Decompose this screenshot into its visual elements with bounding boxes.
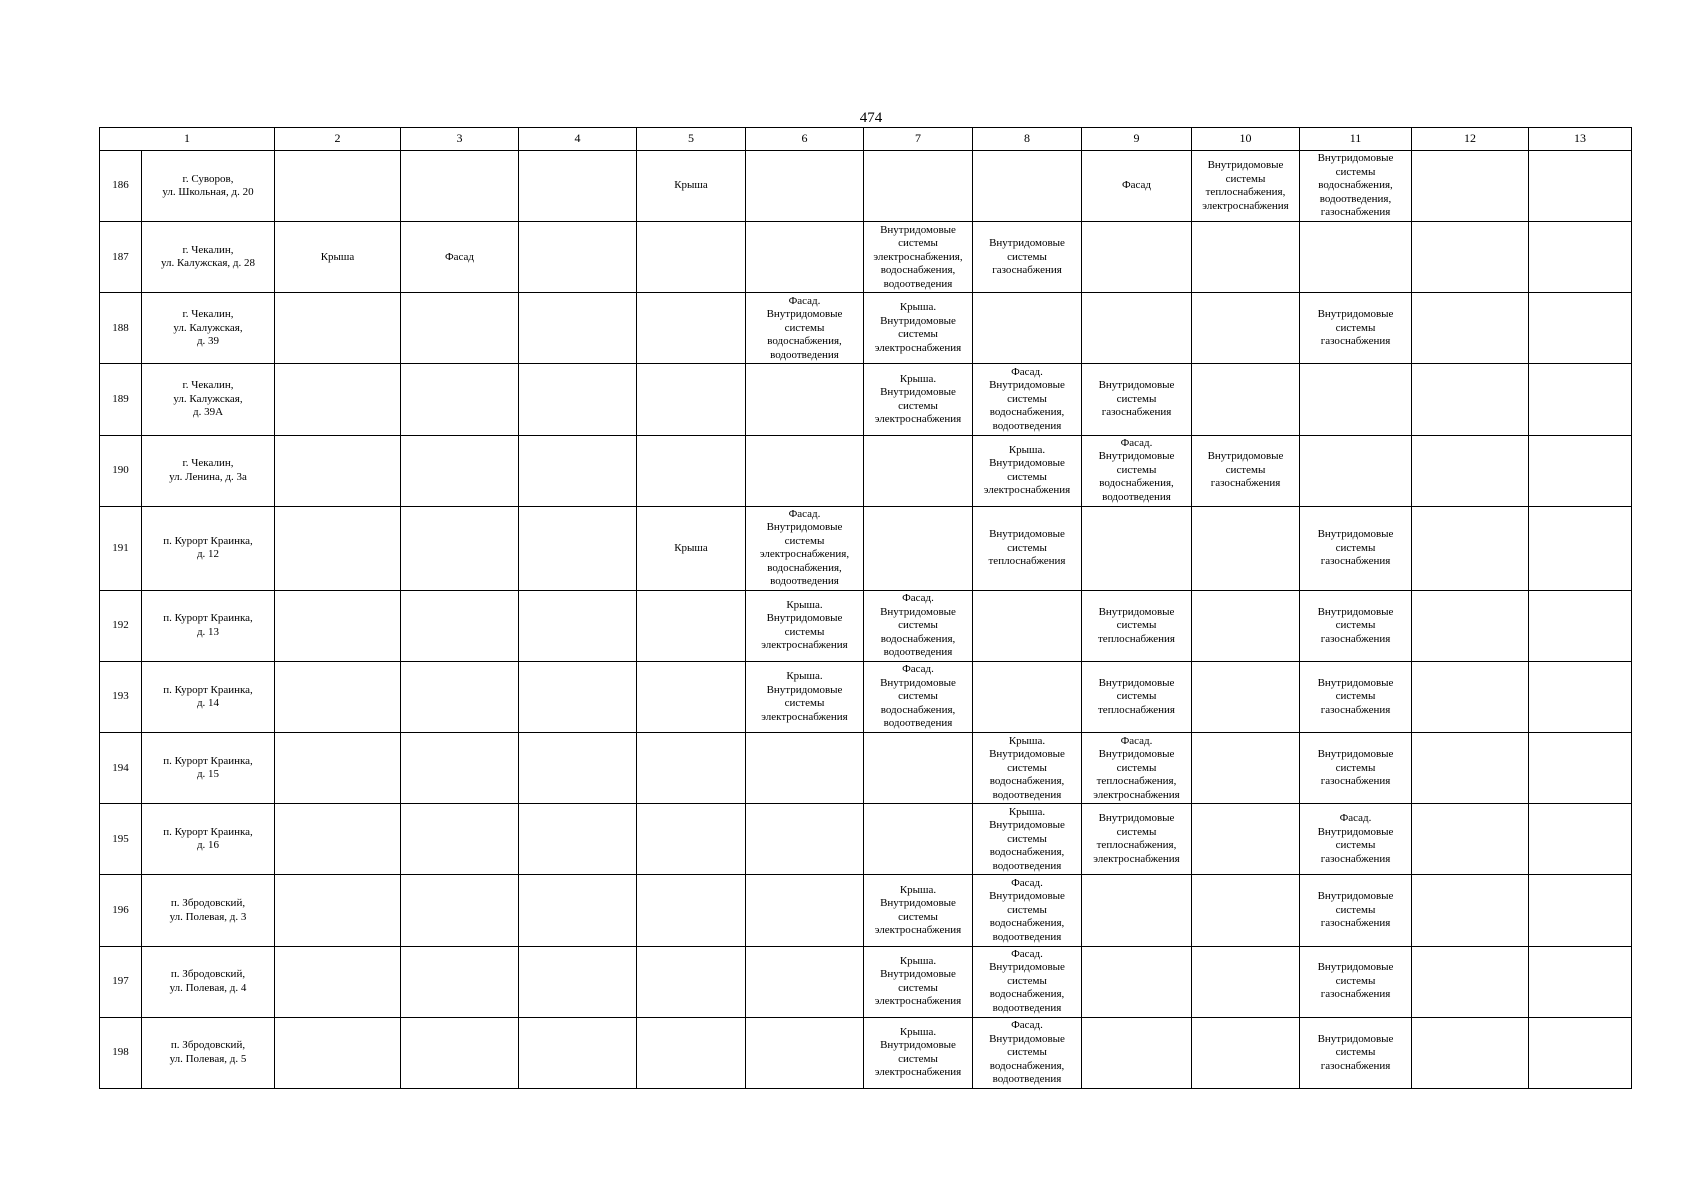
column-header: 8	[973, 128, 1082, 151]
col-2-cell	[275, 293, 401, 364]
table-row	[100, 1017, 1632, 1088]
col-6-cell: Фасад. Внутридомовые системы водоснабжения, водоотведения	[746, 293, 864, 364]
col-4-cell	[519, 1017, 637, 1088]
column-header: 11	[1300, 128, 1412, 151]
address-cell: п. Курорт Краинка, д. 16	[142, 804, 275, 875]
col-8-cell	[973, 662, 1082, 733]
row-number-cell: 188	[100, 293, 142, 364]
col-9-cell	[1082, 946, 1192, 1017]
column-header-row	[100, 128, 1632, 151]
col-3-cell	[401, 293, 519, 364]
col-5-cell	[637, 946, 746, 1017]
address-cell: п. Збродовский, ул. Полевая, д. 5	[142, 1017, 275, 1088]
col-11-cell: Внутридомовые системы газоснабжения	[1300, 946, 1412, 1017]
col-4-cell	[519, 151, 637, 222]
col-13-cell	[1529, 364, 1632, 435]
address-cell: г. Суворов, ул. Школьная, д. 20	[142, 151, 275, 222]
col-5-cell	[637, 222, 746, 293]
col-2-cell: Крыша	[275, 222, 401, 293]
row-number-cell: 195	[100, 804, 142, 875]
col-7-cell: Крыша. Внутридомовые системы электроснабжения	[864, 293, 973, 364]
col-13-cell	[1529, 151, 1632, 222]
column-header: 12	[1412, 128, 1529, 151]
col-4-cell	[519, 804, 637, 875]
table-row	[100, 293, 1632, 364]
col-2-cell	[275, 875, 401, 946]
col-8-cell: Внутридомовые системы теплоснабжения	[973, 506, 1082, 590]
col-3-cell	[401, 435, 519, 506]
col-11-cell	[1300, 435, 1412, 506]
col-2-cell	[275, 1017, 401, 1088]
col-7-cell: Крыша. Внутридомовые системы электроснабжения	[864, 875, 973, 946]
col-3-cell: Фасад	[401, 222, 519, 293]
col-13-cell	[1529, 733, 1632, 804]
column-header: 9	[1082, 128, 1192, 151]
col-4-cell	[519, 946, 637, 1017]
col-9-cell: Внутридомовые системы теплоснабжения, электроснабжения	[1082, 804, 1192, 875]
col-5-cell	[637, 590, 746, 661]
col-7-cell: Крыша. Внутридомовые системы электроснабжения	[864, 946, 973, 1017]
page-number: 474	[859, 110, 883, 126]
col-8-cell	[973, 151, 1082, 222]
col-2-cell	[275, 946, 401, 1017]
col-13-cell	[1529, 222, 1632, 293]
col-4-cell	[519, 222, 637, 293]
column-header: 3	[401, 128, 519, 151]
col-13-cell	[1529, 293, 1632, 364]
col-7-cell: Фасад. Внутридомовые системы водоснабжения, водоотведения	[864, 590, 973, 661]
address-cell: п. Збродовский, ул. Полевая, д. 4	[142, 946, 275, 1017]
col-10-cell	[1192, 875, 1300, 946]
col-6-cell: Крыша. Внутридомовые системы электроснабжения	[746, 662, 864, 733]
col-7-cell	[864, 435, 973, 506]
col-10-cell: Внутридомовые системы газоснабжения	[1192, 435, 1300, 506]
row-number-cell: 193	[100, 662, 142, 733]
column-header: 4	[519, 128, 637, 151]
col-5-cell	[637, 733, 746, 804]
col-12-cell	[1412, 506, 1529, 590]
col-8-cell: Крыша. Внутридомовые системы водоснабжения, водоотведения	[973, 804, 1082, 875]
col-5-cell	[637, 293, 746, 364]
address-cell: г. Чекалин, ул. Калужская, д. 39	[142, 293, 275, 364]
col-4-cell	[519, 590, 637, 661]
col-12-cell	[1412, 662, 1529, 733]
col-11-cell	[1300, 364, 1412, 435]
col-12-cell	[1412, 733, 1529, 804]
address-cell: г. Чекалин, ул. Калужская, д. 28	[142, 222, 275, 293]
col-3-cell	[401, 875, 519, 946]
col-4-cell	[519, 293, 637, 364]
col-11-cell	[1300, 222, 1412, 293]
column-header: 2	[275, 128, 401, 151]
col-3-cell	[401, 506, 519, 590]
col-3-cell	[401, 946, 519, 1017]
col-10-cell	[1192, 590, 1300, 661]
col-7-cell: Крыша. Внутридомовые системы электроснабжения	[864, 364, 973, 435]
col-8-cell: Крыша. Внутридомовые системы водоснабжения, водоотведения	[973, 733, 1082, 804]
repair-schedule-table	[99, 127, 1632, 1089]
col-3-cell	[401, 662, 519, 733]
address-cell: п. Курорт Краинка, д. 14	[142, 662, 275, 733]
col-6-cell	[746, 151, 864, 222]
address-cell: п. Курорт Краинка, д. 13	[142, 590, 275, 661]
row-number-cell: 190	[100, 435, 142, 506]
col-11-cell: Внутридомовые системы газоснабжения	[1300, 506, 1412, 590]
col-4-cell	[519, 506, 637, 590]
col-6-cell	[746, 1017, 864, 1088]
col-11-cell: Внутридомовые системы водоснабжения, водоотведения, газоснабжения	[1300, 151, 1412, 222]
col-13-cell	[1529, 804, 1632, 875]
col-7-cell: Фасад. Внутридомовые системы водоснабжения, водоотведения	[864, 662, 973, 733]
col-12-cell	[1412, 222, 1529, 293]
col-10-cell	[1192, 662, 1300, 733]
table-row	[100, 364, 1632, 435]
row-number-cell: 191	[100, 506, 142, 590]
col-10-cell	[1192, 804, 1300, 875]
col-12-cell	[1412, 804, 1529, 875]
col-11-cell: Внутридомовые системы газоснабжения	[1300, 590, 1412, 661]
column-header: 1	[100, 128, 275, 151]
col-12-cell	[1412, 435, 1529, 506]
row-number-cell: 194	[100, 733, 142, 804]
col-5-cell: Крыша	[637, 151, 746, 222]
col-2-cell	[275, 590, 401, 661]
col-6-cell: Фасад. Внутридомовые системы электроснабжения, водоснабжения, водоотведения	[746, 506, 864, 590]
col-9-cell	[1082, 875, 1192, 946]
column-header: 5	[637, 128, 746, 151]
table-row	[100, 662, 1632, 733]
col-7-cell	[864, 733, 973, 804]
col-9-cell: Фасад. Внутридомовые системы теплоснабжения, электроснабжения	[1082, 733, 1192, 804]
table-row	[100, 733, 1632, 804]
table-row	[100, 506, 1632, 590]
col-3-cell	[401, 364, 519, 435]
col-6-cell	[746, 946, 864, 1017]
table-row	[100, 151, 1632, 222]
table-row	[100, 875, 1632, 946]
table-row	[100, 590, 1632, 661]
col-7-cell	[864, 804, 973, 875]
col-10-cell: Внутридомовые системы теплоснабжения, электроснабжения	[1192, 151, 1300, 222]
col-13-cell	[1529, 875, 1632, 946]
col-12-cell	[1412, 364, 1529, 435]
row-number-cell: 198	[100, 1017, 142, 1088]
col-9-cell: Внутридомовые системы газоснабжения	[1082, 364, 1192, 435]
col-13-cell	[1529, 435, 1632, 506]
col-13-cell	[1529, 662, 1632, 733]
address-cell: п. Курорт Краинка, д. 12	[142, 506, 275, 590]
col-11-cell: Фасад. Внутридомовые системы газоснабжения	[1300, 804, 1412, 875]
col-5-cell	[637, 1017, 746, 1088]
col-10-cell	[1192, 733, 1300, 804]
col-5-cell	[637, 364, 746, 435]
col-12-cell	[1412, 151, 1529, 222]
column-header: 7	[864, 128, 973, 151]
col-3-cell	[401, 804, 519, 875]
col-12-cell	[1412, 293, 1529, 364]
col-2-cell	[275, 804, 401, 875]
col-10-cell	[1192, 222, 1300, 293]
col-7-cell	[864, 151, 973, 222]
col-8-cell: Фасад. Внутридомовые системы водоснабжения, водоотведения	[973, 1017, 1082, 1088]
col-7-cell: Крыша. Внутридомовые системы электроснабжения	[864, 1017, 973, 1088]
col-6-cell	[746, 222, 864, 293]
col-8-cell	[973, 590, 1082, 661]
col-4-cell	[519, 662, 637, 733]
col-2-cell	[275, 435, 401, 506]
col-6-cell: Крыша. Внутридомовые системы электроснабжения	[746, 590, 864, 661]
col-5-cell	[637, 875, 746, 946]
col-13-cell	[1529, 590, 1632, 661]
col-9-cell: Внутридомовые системы теплоснабжения	[1082, 590, 1192, 661]
address-cell: п. Курорт Краинка, д. 15	[142, 733, 275, 804]
col-2-cell	[275, 662, 401, 733]
col-9-cell	[1082, 293, 1192, 364]
col-10-cell	[1192, 506, 1300, 590]
col-11-cell: Внутридомовые системы газоснабжения	[1300, 875, 1412, 946]
col-9-cell	[1082, 506, 1192, 590]
col-9-cell	[1082, 1017, 1192, 1088]
address-cell: г. Чекалин, ул. Ленина, д. 3а	[142, 435, 275, 506]
col-2-cell	[275, 506, 401, 590]
col-12-cell	[1412, 875, 1529, 946]
table-row	[100, 804, 1632, 875]
column-header: 10	[1192, 128, 1300, 151]
col-8-cell: Крыша. Внутридомовые системы электроснабжения	[973, 435, 1082, 506]
col-9-cell: Фасад	[1082, 151, 1192, 222]
table-row	[100, 946, 1632, 1017]
col-4-cell	[519, 875, 637, 946]
table-row	[100, 435, 1632, 506]
col-5-cell	[637, 804, 746, 875]
col-12-cell	[1412, 590, 1529, 661]
row-number-cell: 197	[100, 946, 142, 1017]
col-9-cell: Фасад. Внутридомовые системы водоснабжения, водоотведения	[1082, 435, 1192, 506]
col-4-cell	[519, 364, 637, 435]
col-2-cell	[275, 151, 401, 222]
col-11-cell: Внутридомовые системы газоснабжения	[1300, 293, 1412, 364]
col-10-cell	[1192, 364, 1300, 435]
col-6-cell	[746, 364, 864, 435]
col-13-cell	[1529, 1017, 1632, 1088]
col-13-cell	[1529, 946, 1632, 1017]
col-8-cell: Внутридомовые системы газоснабжения	[973, 222, 1082, 293]
col-11-cell: Внутридомовые системы газоснабжения	[1300, 1017, 1412, 1088]
col-5-cell	[637, 435, 746, 506]
col-3-cell	[401, 151, 519, 222]
col-9-cell: Внутридомовые системы теплоснабжения	[1082, 662, 1192, 733]
table-row	[100, 222, 1632, 293]
col-5-cell: Крыша	[637, 506, 746, 590]
col-8-cell: Фасад. Внутридомовые системы водоснабжения, водоотведения	[973, 364, 1082, 435]
row-number-cell: 186	[100, 151, 142, 222]
col-6-cell	[746, 804, 864, 875]
col-12-cell	[1412, 1017, 1529, 1088]
col-6-cell	[746, 435, 864, 506]
row-number-cell: 187	[100, 222, 142, 293]
col-6-cell	[746, 733, 864, 804]
row-number-cell: 196	[100, 875, 142, 946]
col-8-cell: Фасад. Внутридомовые системы водоснабжения, водоотведения	[973, 875, 1082, 946]
col-11-cell: Внутридомовые системы газоснабжения	[1300, 733, 1412, 804]
col-3-cell	[401, 733, 519, 804]
col-10-cell	[1192, 293, 1300, 364]
col-13-cell	[1529, 506, 1632, 590]
col-2-cell	[275, 364, 401, 435]
col-4-cell	[519, 435, 637, 506]
col-3-cell	[401, 1017, 519, 1088]
col-10-cell	[1192, 1017, 1300, 1088]
column-header: 6	[746, 128, 864, 151]
col-9-cell	[1082, 222, 1192, 293]
address-cell: п. Збродовский, ул. Полевая, д. 3	[142, 875, 275, 946]
col-10-cell	[1192, 946, 1300, 1017]
col-6-cell	[746, 875, 864, 946]
col-8-cell	[973, 293, 1082, 364]
col-4-cell	[519, 733, 637, 804]
col-11-cell: Внутридомовые системы газоснабжения	[1300, 662, 1412, 733]
col-2-cell	[275, 733, 401, 804]
col-3-cell	[401, 590, 519, 661]
row-number-cell: 189	[100, 364, 142, 435]
row-number-cell: 192	[100, 590, 142, 661]
column-header: 13	[1529, 128, 1632, 151]
col-5-cell	[637, 662, 746, 733]
col-7-cell: Внутридомовые системы электроснабжения, водоснабжения, водоотведения	[864, 222, 973, 293]
address-cell: г. Чекалин, ул. Калужская, д. 39А	[142, 364, 275, 435]
col-7-cell	[864, 506, 973, 590]
col-8-cell: Фасад. Внутридомовые системы водоснабжения, водоотведения	[973, 946, 1082, 1017]
col-12-cell	[1412, 946, 1529, 1017]
